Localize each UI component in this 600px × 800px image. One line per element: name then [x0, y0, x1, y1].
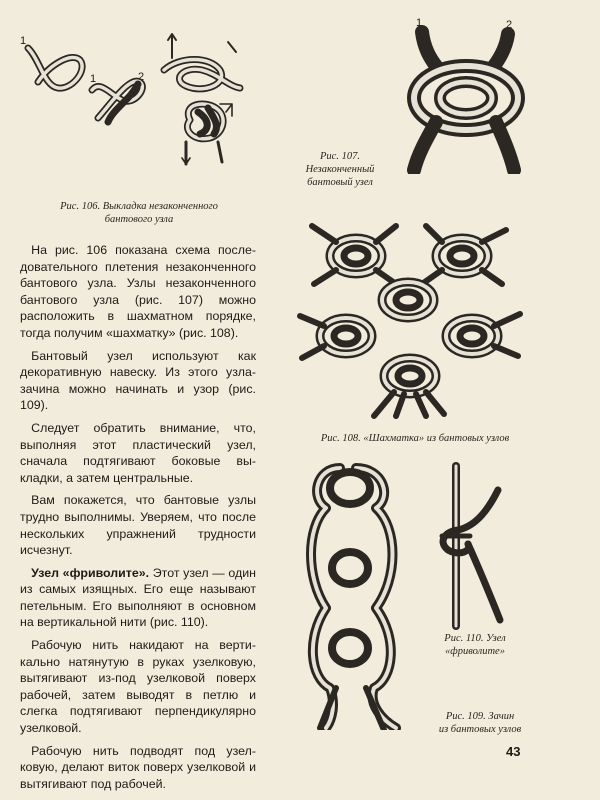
paragraph-2: Бантовый узел используют как декоративную навеску. Из этого узла-зачина можно начинать и узор (рис. 109).	[20, 348, 256, 413]
page-number: 43	[506, 744, 521, 759]
figure-107-caption: Рис. 107. Незаконченный бантовый узел	[305, 151, 375, 188]
body-text-column	[20, 242, 256, 798]
fig107-label-1: 1	[416, 17, 423, 29]
fig106-label-2: 2	[138, 71, 145, 83]
paragraph-3: Следует обратить внимание, что, выполняя этот пластический узел, сначала подтягивают боковые выкладки, а затем центральные.	[20, 420, 256, 485]
fig107-label-2: 2	[506, 19, 513, 31]
figure-110-caption: Рис. 110. Узел «фриволите»	[444, 633, 506, 657]
paragraph-5	[20, 565, 256, 631]
paragraph-4: Вам покажется, что бантовые узлы трудно выполнимы. Уверяем, что после нескольких упражнений трудности исчезнут.	[20, 493, 256, 558]
figure-109-caption: Рис. 109. Зачин из бантовых узлов	[438, 711, 522, 735]
section-title-frivolite: Узел «фриволите».	[31, 565, 150, 580]
fig106-label-1a: 1	[20, 35, 27, 47]
paragraph-1: На рис. 106 показана схема последовательного плетения незаконченного бантового узла. Узлы незаконченного бантового узла (рис. 107) можно расположить в шахматном порядке, тогда получим «шахматку» (рис. 108).	[20, 243, 256, 340]
paragraph-7: Рабочую нить подводят под узелковую, делают виток поверх узелковой и вытягивают под рабочей.	[20, 743, 256, 791]
figure-108-caption: Рис. 108. «Шахматка» из бантовых узлов	[320, 433, 510, 444]
figure-109-diagram	[296, 458, 416, 730]
fig106-label-1b: 1	[90, 73, 97, 85]
figure-106-diagram	[14, 30, 254, 170]
figure-106-caption: Рис. 106. Выкладка незаконченного бантового узла	[60, 201, 218, 225]
knot-grid	[300, 226, 520, 416]
paragraph-6: Рабочую нить накидают на вертикально натянутую в руках узелковую, вытягивают из-под узелковой поверх рабочей, затем выводят в петлю и слегка подтягивают перпендикулярно узелковой.	[20, 638, 256, 736]
figure-110-diagram	[428, 460, 508, 630]
figure-107-diagram	[396, 14, 536, 174]
paragraph-5-text: Этот узел — один из самых изящных. Его еще называют петельным. Его выполняют в основном на вертикальной нити (рис. 110).	[20, 565, 256, 630]
figure-108-diagram	[286, 218, 546, 420]
